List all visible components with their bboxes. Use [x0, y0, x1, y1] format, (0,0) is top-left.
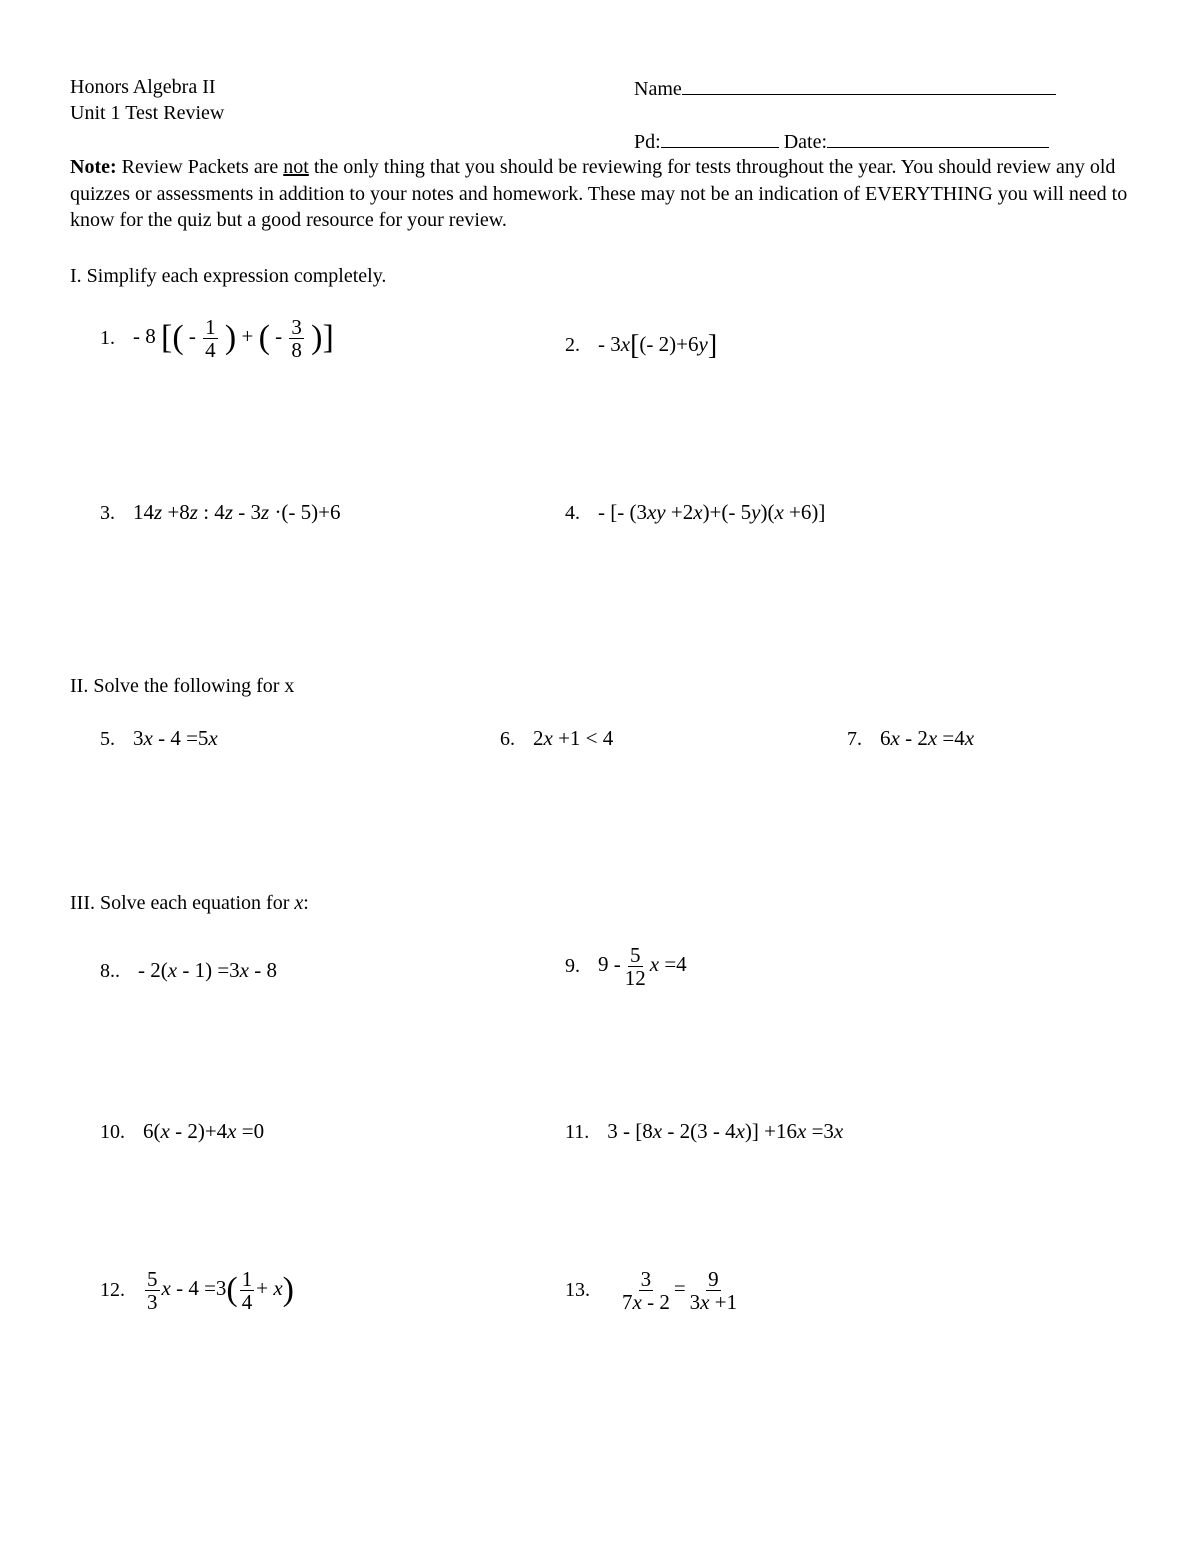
problem-9 — [565, 944, 687, 989]
name-field[interactable] — [634, 74, 1056, 102]
problem-3-expression: 14z +8z : 4z - 3z ·(- 5)+6 — [133, 500, 341, 524]
section-1-heading: I. Simplify each expression completely. — [70, 265, 387, 287]
problem-6 — [500, 726, 613, 751]
problem-1 — [100, 316, 334, 361]
problem-11 — [565, 1119, 843, 1144]
problem-9-expression: 9 - $\frac{5}{12}$ x =4 — [598, 943, 687, 990]
problem-2-expression: - 3x[(- 2)+6y] — [598, 330, 718, 362]
course-title: Honors Algebra II — [70, 76, 216, 98]
pd-label: Pd: — [634, 131, 661, 153]
problem-7 — [847, 726, 974, 751]
problem-8 — [100, 958, 277, 983]
note-bold: Note: — [70, 156, 117, 178]
problem-4 — [565, 500, 825, 525]
problem-number: 13. — [565, 1279, 590, 1301]
problem-number: 1. — [100, 327, 115, 349]
section-2-heading: II. Solve the following for x — [70, 675, 295, 697]
note-text-1: Review Packets are — [116, 156, 284, 178]
problem-6-expression: 2x +1 < 4 — [533, 726, 614, 750]
name-label: Name — [634, 78, 682, 100]
problem-5 — [100, 726, 218, 751]
problem-number: 6. — [500, 728, 515, 750]
problem-number: 11. — [565, 1121, 590, 1143]
problem-number: 12. — [100, 1279, 125, 1301]
sign-a: - — [188, 324, 196, 349]
problem-12 — [100, 1268, 294, 1313]
note-text-2: the only thing that you should be reviewing for tests throughout the year. You should review any old quizzes or assessments in addition to your notes and homework. These may not be an indication of EVERYTHING you will need to know for the quiz but a good resource for your review. — [70, 156, 1128, 231]
fraction-b: $\frac{3}{8}$ — [291, 315, 302, 362]
note-paragraph — [70, 154, 1170, 234]
problem-12-expression: $\frac{5}{3}$ x - 4 =3( $\frac{1}{4}$ + x) — [147, 1267, 294, 1314]
problem-number: 8.. — [100, 960, 120, 982]
problem-3 — [100, 500, 341, 525]
date-blank[interactable] — [827, 127, 1049, 148]
problem-4-expression: - [- (3xy +2x)+(- 5y)(x +6)] — [598, 500, 826, 524]
problem-number: 2. — [565, 334, 580, 356]
problem-10-expression: 6(x - 2)+4x =0 — [143, 1119, 265, 1143]
section-3-heading: III. Solve each equation for x: — [70, 892, 309, 914]
sign-b: - — [275, 324, 283, 349]
date-label: Date: — [783, 131, 827, 153]
problem-number: 3. — [100, 502, 115, 524]
problem-1-expression: - 8 [( - $\frac{1}{4}$ ) + ( - $\frac{3}{8}$ )] — [133, 315, 334, 362]
problem-7-expression: 6x - 2x =4x — [880, 726, 975, 750]
fraction-right: $\frac{9}{3x +1}$ — [689, 1267, 738, 1314]
problem-number: 4. — [565, 502, 580, 524]
problem-13-expression: $\frac{3}{7x - 2}$ = $\frac{9}{3x +1}$ — [622, 1267, 738, 1314]
pd-date-field[interactable] — [634, 127, 1049, 155]
fraction-b: $\frac{1}{4}$ — [241, 1267, 253, 1314]
problem-11-expression: 3 - [8x - 2(3 - 4x)] +16x =3x — [607, 1119, 844, 1143]
plus-sign: + — [241, 324, 254, 349]
coefficient: - 8 — [133, 324, 156, 349]
fraction-a: $\frac{1}{4}$ — [205, 315, 216, 362]
note-underlined: not — [283, 156, 309, 178]
problem-8-expression: - 2(x - 1) =3x - 8 — [138, 958, 277, 982]
problem-5-expression: 3x - 4 =5x — [133, 726, 218, 750]
problem-13 — [565, 1268, 741, 1313]
fraction-left: $\frac{3}{7x - 2}$ — [622, 1267, 670, 1314]
problem-number: 7. — [847, 728, 862, 750]
pd-blank[interactable] — [661, 127, 779, 148]
problem-2 — [565, 332, 717, 360]
problem-number: 9. — [565, 955, 580, 977]
fraction-a: $\frac{5}{3}$ — [147, 1267, 158, 1314]
fraction: $\frac{5}{12}$ — [624, 943, 646, 990]
name-blank[interactable] — [682, 74, 1056, 95]
problem-number: 5. — [100, 728, 115, 750]
problem-number: 10. — [100, 1121, 125, 1143]
unit-title: Unit 1 Test Review — [70, 102, 225, 124]
problem-10 — [100, 1119, 264, 1144]
